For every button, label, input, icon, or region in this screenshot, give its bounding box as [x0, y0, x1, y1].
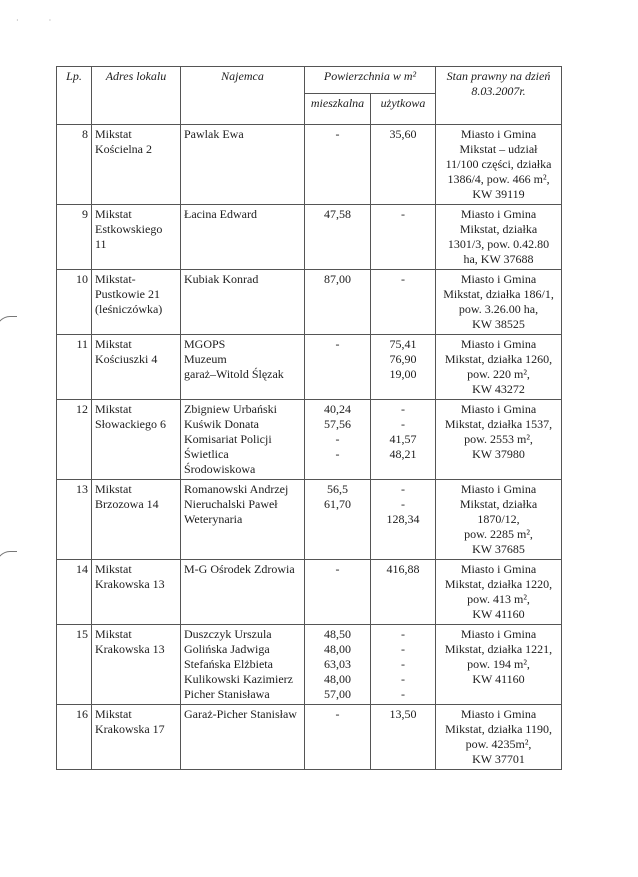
- cell-legal-status: [436, 335, 562, 400]
- cell-tenant-line: Romanowski Andrzej: [184, 482, 289, 496]
- cell-legal-status-line: Miasto i Gmina: [460, 337, 537, 351]
- cell-legal-status-line: Miasto i Gmina: [460, 482, 537, 496]
- cell-address: [92, 205, 181, 270]
- cell-address-line: Brzozowa 14: [95, 497, 159, 511]
- cell-lp: 9: [57, 205, 92, 270]
- cell-usable-area-line: -: [401, 627, 405, 641]
- cell-residential-area-line: -: [335, 562, 340, 576]
- cell-lp: 15: [57, 625, 92, 705]
- cell-legal-status-line: 11/100 części, działka: [445, 157, 552, 171]
- scan-specks: · ·: [16, 16, 66, 25]
- col-header-usable: użytkowa: [371, 94, 436, 125]
- cell-residential-area-line: -: [335, 432, 340, 446]
- cell-usable-area-line: 128,34: [386, 512, 420, 526]
- cell-tenant-line: Muzeum: [184, 352, 227, 366]
- cell-tenant-line: Środowiskowa: [184, 462, 256, 476]
- cell-legal-status-line: Mikstat, działka 1190,: [445, 722, 552, 736]
- cell-usable-area: [371, 625, 436, 705]
- cell-legal-status-line: KW 37685: [472, 542, 525, 556]
- cell-address-line: Estkowskiego: [95, 222, 163, 236]
- cell-legal-status: [436, 270, 562, 335]
- cell-address-line: Mikstat: [95, 562, 132, 576]
- col-header-address: Adres lokalu: [92, 67, 181, 125]
- cell-legal-status-line: pow. 413 m²,: [467, 592, 530, 606]
- cell-address-line: Mikstat: [95, 627, 132, 641]
- cell-usable-area: [371, 400, 436, 480]
- cell-residential-area-line: 47,58: [324, 207, 351, 221]
- cell-residential-area: [305, 705, 371, 770]
- cell-usable-area-line: 13,50: [389, 707, 417, 721]
- cell-usable-area-line: -: [401, 497, 405, 511]
- cell-tenant-line: Komisariat Policji: [184, 432, 272, 446]
- cell-residential-area: [305, 400, 371, 480]
- cell-tenant-line: Łacina Edward: [184, 207, 257, 221]
- cell-residential-area: [305, 625, 371, 705]
- cell-tenant-line: Duszczyk Urszula: [184, 627, 272, 641]
- cell-legal-status-line: pow. 4235m²,: [465, 737, 532, 751]
- cell-lp: 14: [57, 560, 92, 625]
- cell-tenant: [181, 480, 305, 560]
- cell-lp: 8: [57, 125, 92, 205]
- cell-residential-area-line: -: [335, 707, 340, 721]
- cell-usable-area-line: -: [401, 272, 405, 286]
- cell-legal-status-line: pow. 220 m²,: [467, 367, 530, 381]
- cell-lp: 16: [57, 705, 92, 770]
- cell-legal-status-line: Miasto i Gmina: [460, 127, 537, 141]
- cell-address-line: Krakowska 13: [95, 577, 165, 591]
- table-row: [57, 335, 562, 400]
- cell-residential-area-line: 61,70: [324, 497, 351, 511]
- cell-address-line: 11: [95, 237, 107, 251]
- cell-tenant-line: Garaż-Picher Stanisław: [184, 707, 297, 721]
- cell-residential-area: [305, 125, 371, 205]
- cell-legal-status-line: Mikstat, działka 1220,: [444, 577, 553, 591]
- table-body: [57, 125, 562, 770]
- col-header-status: Stan prawny na dzień 8.03.2007r.: [436, 67, 562, 125]
- cell-usable-area: [371, 335, 436, 400]
- cell-address: [92, 480, 181, 560]
- cell-tenant: [181, 560, 305, 625]
- cell-usable-area-line: 416,88: [386, 562, 420, 576]
- table-row: [57, 205, 562, 270]
- cell-legal-status-line: Mikstat, działka: [459, 497, 538, 511]
- cell-lp: 13: [57, 480, 92, 560]
- cell-address-line: Mikstat: [95, 402, 132, 416]
- cell-legal-status-line: Miasto i Gmina: [460, 707, 537, 721]
- cell-address-line: Krakowska 17: [95, 722, 165, 736]
- scan-margin-mark: [0, 316, 17, 335]
- cell-legal-status-line: KW 37701: [472, 752, 525, 766]
- cell-tenant: [181, 205, 305, 270]
- property-register-table: [56, 66, 562, 770]
- cell-address-line: Mikstat-: [95, 272, 136, 286]
- cell-address-line: Mikstat: [95, 127, 132, 141]
- cell-legal-status: [436, 705, 562, 770]
- cell-address-line: Kościuszki 4: [95, 352, 158, 366]
- cell-tenant-line: Nieruchalski Paweł: [184, 497, 278, 511]
- cell-residential-area: [305, 480, 371, 560]
- cell-residential-area-line: 48,50: [324, 627, 351, 641]
- col-header-residential: mieszkalna: [305, 94, 371, 125]
- cell-usable-area: [371, 125, 436, 205]
- cell-residential-area: [305, 560, 371, 625]
- cell-residential-area-line: 56,5: [327, 482, 348, 496]
- cell-tenant-line: Pawlak Ewa: [184, 127, 244, 141]
- table-row: [57, 560, 562, 625]
- cell-residential-area-line: -: [335, 447, 340, 461]
- cell-usable-area: [371, 705, 436, 770]
- cell-residential-area-line: 57,00: [324, 687, 351, 701]
- cell-tenant-line: Kuświk Donata: [184, 417, 259, 431]
- cell-residential-area: [305, 335, 371, 400]
- cell-usable-area-line: 19,00: [389, 367, 417, 381]
- cell-residential-area: [305, 270, 371, 335]
- cell-address-line: Mikstat: [95, 707, 132, 721]
- cell-legal-status-line: pow. 3.26.00 ha,: [458, 302, 539, 316]
- cell-residential-area-line: 63,03: [324, 657, 351, 671]
- cell-tenant-line: Golińska Jadwiga: [184, 642, 270, 656]
- cell-address-line: Krakowska 13: [95, 642, 165, 656]
- cell-tenant-line: Picher Stanisława: [184, 687, 270, 701]
- cell-lp: 11: [57, 335, 92, 400]
- cell-address-line: Słowackiego 6: [95, 417, 166, 431]
- cell-legal-status-line: Mikstat, działka 1537,: [444, 417, 553, 431]
- table-row: [57, 480, 562, 560]
- cell-usable-area-line: -: [401, 482, 405, 496]
- cell-residential-area: [305, 205, 371, 270]
- cell-tenant: [181, 270, 305, 335]
- cell-usable-area-line: 76,90: [389, 352, 417, 366]
- cell-tenant: [181, 625, 305, 705]
- cell-usable-area-line: -: [401, 672, 405, 686]
- cell-tenant-line: garaż–Witold Ślęzak: [184, 367, 284, 381]
- cell-tenant-line: Zbigniew Urbański: [184, 402, 277, 416]
- scan-margin-mark: [0, 551, 17, 570]
- table-row: [57, 705, 562, 770]
- cell-legal-status-line: 1386/4, pow. 466 m²,: [447, 172, 550, 186]
- table-header: [57, 67, 562, 125]
- cell-address: [92, 560, 181, 625]
- cell-usable-area-line: -: [401, 417, 405, 431]
- cell-tenant-line: Świetlica: [184, 447, 229, 461]
- cell-residential-area-line: 40,24: [324, 402, 351, 416]
- cell-address: [92, 400, 181, 480]
- cell-legal-status-line: 1870/12,: [477, 512, 520, 526]
- table-row: [57, 625, 562, 705]
- cell-usable-area: [371, 560, 436, 625]
- cell-tenant: [181, 125, 305, 205]
- cell-usable-area-line: 48,21: [389, 447, 417, 461]
- cell-residential-area-line: 87,00: [324, 272, 351, 286]
- cell-legal-status-line: Mikstat, działka 1221,: [444, 642, 553, 656]
- table-row: [57, 270, 562, 335]
- cell-legal-status: [436, 400, 562, 480]
- cell-usable-area-line: 35,60: [389, 127, 417, 141]
- cell-tenant: [181, 400, 305, 480]
- cell-usable-area: [371, 205, 436, 270]
- cell-legal-status: [436, 560, 562, 625]
- cell-address-line: Mikstat: [95, 337, 132, 351]
- cell-legal-status-line: 1301/3, pow. 0.42.80: [447, 237, 550, 251]
- cell-legal-status-line: Mikstat, działka 1260,: [444, 352, 553, 366]
- cell-usable-area: [371, 480, 436, 560]
- cell-lp: 10: [57, 270, 92, 335]
- cell-address: [92, 335, 181, 400]
- cell-tenant-line: Kulikowski Kazimierz: [184, 672, 293, 686]
- cell-legal-status-line: KW 41160: [472, 672, 525, 686]
- cell-residential-area-line: 48,00: [324, 672, 351, 686]
- cell-usable-area-line: -: [401, 207, 405, 221]
- cell-lp: 12: [57, 400, 92, 480]
- cell-address-line: Pustkowie 21: [95, 287, 161, 301]
- cell-residential-area-line: -: [335, 127, 340, 141]
- cell-usable-area: [371, 270, 436, 335]
- cell-residential-area-line: 57,56: [324, 417, 351, 431]
- cell-legal-status-line: Miasto i Gmina: [460, 627, 537, 641]
- cell-usable-area-line: -: [401, 687, 405, 701]
- cell-address-line: Mikstat: [95, 207, 132, 221]
- cell-legal-status-line: KW 43272: [472, 382, 525, 396]
- cell-usable-area-line: -: [401, 657, 405, 671]
- cell-usable-area-line: 41,57: [389, 432, 417, 446]
- cell-address: [92, 625, 181, 705]
- cell-address-line: Mikstat: [95, 482, 132, 496]
- cell-residential-area-line: -: [335, 337, 340, 351]
- cell-tenant: [181, 335, 305, 400]
- cell-address-line: (leśniczówka): [95, 302, 163, 316]
- cell-address: [92, 705, 181, 770]
- col-header-lp: Lp.: [57, 67, 92, 125]
- cell-tenant: [181, 705, 305, 770]
- cell-tenant-line: M-G Ośrodek Zdrowia: [184, 562, 295, 576]
- cell-legal-status: [436, 205, 562, 270]
- table-row: [57, 400, 562, 480]
- cell-legal-status-line: Miasto i Gmina: [460, 207, 537, 221]
- cell-legal-status-line: KW 41160: [472, 607, 525, 621]
- cell-legal-status: [436, 125, 562, 205]
- cell-legal-status-line: KW 38525: [472, 317, 525, 331]
- cell-tenant-line: Kubiak Konrad: [184, 272, 259, 286]
- cell-residential-area-line: 48,00: [324, 642, 351, 656]
- cell-legal-status-line: Miasto i Gmina: [460, 562, 537, 576]
- cell-legal-status-line: pow. 2553 m²,: [464, 432, 533, 446]
- cell-legal-status-line: Mikstat – udział: [459, 142, 538, 156]
- cell-usable-area-line: -: [401, 402, 405, 416]
- cell-legal-status-line: Mikstat, działka: [459, 222, 538, 236]
- cell-usable-area-line: -: [401, 642, 405, 656]
- cell-legal-status: [436, 480, 562, 560]
- cell-address-line: Kościelna 2: [95, 142, 152, 156]
- cell-address: [92, 270, 181, 335]
- cell-legal-status-line: Miasto i Gmina: [460, 402, 537, 416]
- cell-legal-status-line: ha, KW 37688: [463, 252, 534, 266]
- col-header-area: Powierzchnia w m²: [305, 67, 436, 94]
- cell-tenant-line: Stefańska Elżbieta: [184, 657, 273, 671]
- col-header-tenant: Najemca: [181, 67, 305, 125]
- cell-legal-status-line: Miasto i Gmina: [460, 272, 537, 286]
- cell-legal-status-line: Mikstat, działka 186/1,: [443, 287, 554, 301]
- cell-tenant-line: MGOPS: [184, 337, 226, 351]
- cell-address: [92, 125, 181, 205]
- cell-tenant-line: Weterynaria: [184, 512, 243, 526]
- table-row: [57, 125, 562, 205]
- cell-usable-area-line: 75,41: [389, 337, 417, 351]
- cell-legal-status-line: pow. 2285 m²,: [464, 527, 533, 541]
- cell-legal-status: [436, 625, 562, 705]
- cell-legal-status-line: KW 37980: [472, 447, 525, 461]
- cell-legal-status-line: pow. 194 m²,: [467, 657, 530, 671]
- cell-legal-status-line: KW 39119: [472, 187, 525, 201]
